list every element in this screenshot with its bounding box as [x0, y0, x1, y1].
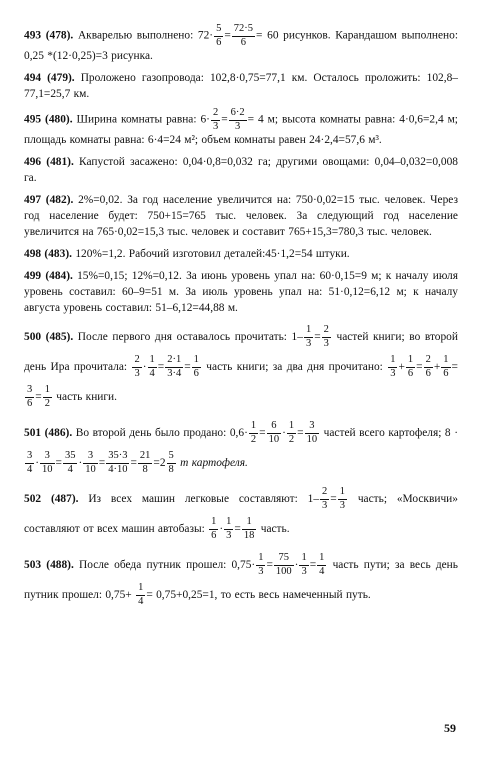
problem-500: 500 (485). После первого дня оставалось прочитать: 1– $\frac{1}{3}$ = $\frac{2}{3}$ частей книги; во второй день Ира прочитала: $\frac{2}{3}$ · $\frac{1}{4}$ = $\frac{2\cdot 1}{3\cdot 4}$ = $\frac{1}{6}$ часть книги; за два дня прочитано: $\frac{1}{3}$ + $\frac{1}{6}$ = $\frac{2}{6}$ + $\frac{1}{6}$ = $\frac{3}{6}$ = $\frac{1}{2}$ часть книги. [24, 324, 458, 409]
problem-501: 501 (486). Во второй день было продано: 0,6· $\frac{1}{2}$ = $\frac{6}{10}$ · $\frac{1}{2}$ = $\frac{3}{10}$ частей всего картофеля; 8 · $\frac{3}{4}$ · $\frac{3}{10}$ = $\frac{35}{4}$ · $\frac{3}{10}$ = $\frac{35\cdot 3}{4\cdot 10}$ = $\frac{21}{8}$ =2 $\frac{5}{8}$ т картофеля. [24, 420, 458, 475]
fraction: $\frac{1}{2}$ [44, 384, 50, 409]
problem-496: 496 (481). Капустой засажено: 0,04·0,8=0,032 га; другими овощами: 0,04–0,032=0,008 га. [24, 156, 458, 184]
fraction: $\frac{2}{3}$ [212, 107, 219, 132]
fraction: $\frac{3}{10}$ [85, 450, 96, 475]
problem-503: 503 (488). После обеда путник прошел: 0,75· $\frac{1}{3}$ = $\frac{75}{100}$ · $\frac{1}{3}$ = $\frac{1}{4}$ часть пути; за весь день путник прошел: 0,75+ $\frac{1}{4}$ = 0,75+0,25=1, то есть весь намеченный путь. [24, 552, 458, 607]
fraction: $\frac{5}{8}$ [168, 450, 174, 475]
fraction: $\frac{1}{6}$ [211, 516, 217, 541]
fraction: $\frac{2}{3}$ [323, 324, 329, 349]
fraction: $\frac{1}{6}$ [443, 354, 449, 379]
fraction: $\frac{3}{10}$ [42, 450, 53, 475]
fraction: $\frac{1}{2}$ [288, 420, 295, 445]
fraction: $\frac{3}{10}$ [306, 420, 318, 445]
problem-493: 493 (478). Акварелью выполнено: 72· $\frac{5}{6}$ = $\frac{72\cdot 5}{6}$ = 60 рисунков. Карандашом выполнено: 0,25 *(12·0,25)=3 рисунка. [24, 23, 458, 62]
fraction: $\frac{1}{3}$ [258, 552, 264, 577]
fraction: $\frac{2}{3}$ [322, 486, 328, 511]
fraction: $\frac{2\cdot 1}{3\cdot 4}$ [167, 354, 182, 379]
fraction: $\frac{1}{6}$ [193, 354, 199, 379]
problem-495: 495 (480). Ширина комнаты равна: 6· $\frac{2}{3}$ = $\frac{6\cdot 2}{3}$ = 4 м; высота комнаты равна: 4·0,6=2,4 м; площадь комнаты равна: 6·4=24 м²; объем комнаты равен 24·2,4=57,6 м³. [24, 107, 458, 146]
fraction: $\frac{1}{3}$ [301, 552, 307, 577]
fraction: $\frac{1}{2}$ [250, 420, 257, 445]
fraction: $\frac{35\cdot 3}{4\cdot 10}$ [108, 450, 128, 475]
fraction: $\frac{1}{6}$ [407, 354, 414, 379]
fraction: $\frac{1}{4}$ [149, 354, 155, 379]
fraction: $\frac{1}{18}$ [243, 516, 255, 541]
fraction: $\frac{1}{3}$ [305, 324, 312, 349]
fraction: $\frac{72\cdot 5}{6}$ [233, 23, 254, 48]
problem-502: 502 (487). Из всех машин легковые составляют: 1– $\frac{2}{3}$ = $\frac{1}{3}$ часть; «Москвичи» составляют от всех машин автобазы: $\frac{1}{6}$ · $\frac{1}{3}$ = $\frac{1}{18}$ часть. [24, 486, 458, 541]
problem-498: 498 (483). 120%=1,2. Рабочий изготовил деталей:45·1,2=54 штуки. [24, 248, 350, 260]
fraction: $\frac{1}{3}$ [390, 354, 396, 379]
fraction: $\frac{1}{4}$ [138, 582, 144, 607]
fraction: $\frac{1}{4}$ [319, 552, 325, 577]
problem-499: 499 (484). 15%=0,15; 12%=0,12. За июнь уровень упал на: 60·0,15=9 м; к началу июля уровень составил: 60–9=51 м. За июль уровень упал на: 51·0,12=6,12 м; к началу августа уровень составил: 51–6,12=44,88 м. [24, 270, 458, 314]
problem-494: 494 (479). Проложено газопровода: 102,8·0,75=77,1 км. Осталось проложить: 102,8–77,1=25,7 км. [24, 72, 458, 100]
fraction: $\frac{2}{3}$ [134, 354, 140, 379]
fraction: $\frac{3}{4}$ [27, 450, 33, 475]
fraction: $\frac{3}{6}$ [27, 384, 33, 409]
fraction: $\frac{2}{6}$ [425, 354, 431, 379]
fraction: $\frac{1}{3}$ [339, 486, 345, 511]
page-number: 59 [444, 721, 456, 735]
fraction: $\frac{75}{100}$ [275, 552, 292, 577]
fraction: $\frac{5}{6}$ [216, 23, 222, 48]
fraction: $\frac{1}{3}$ [226, 516, 232, 541]
problem-497: 497 (482). 2%=0,02. За год население увеличится на: 750·0,02=15 тыс. человек. Через год население будет: 750+15=765 тыс. человек. За следующий год население увеличится на 765·0,02=15,3 тыс. человек и составит 765+15,3=780,3 тыс. человек. [24, 194, 458, 238]
fraction: $\frac{21}{8}$ [139, 450, 151, 475]
fraction: $\frac{35}{4}$ [64, 450, 76, 475]
fraction: $\frac{6}{10}$ [268, 420, 280, 445]
fraction: $\frac{6\cdot 2}{3}$ [230, 107, 245, 132]
